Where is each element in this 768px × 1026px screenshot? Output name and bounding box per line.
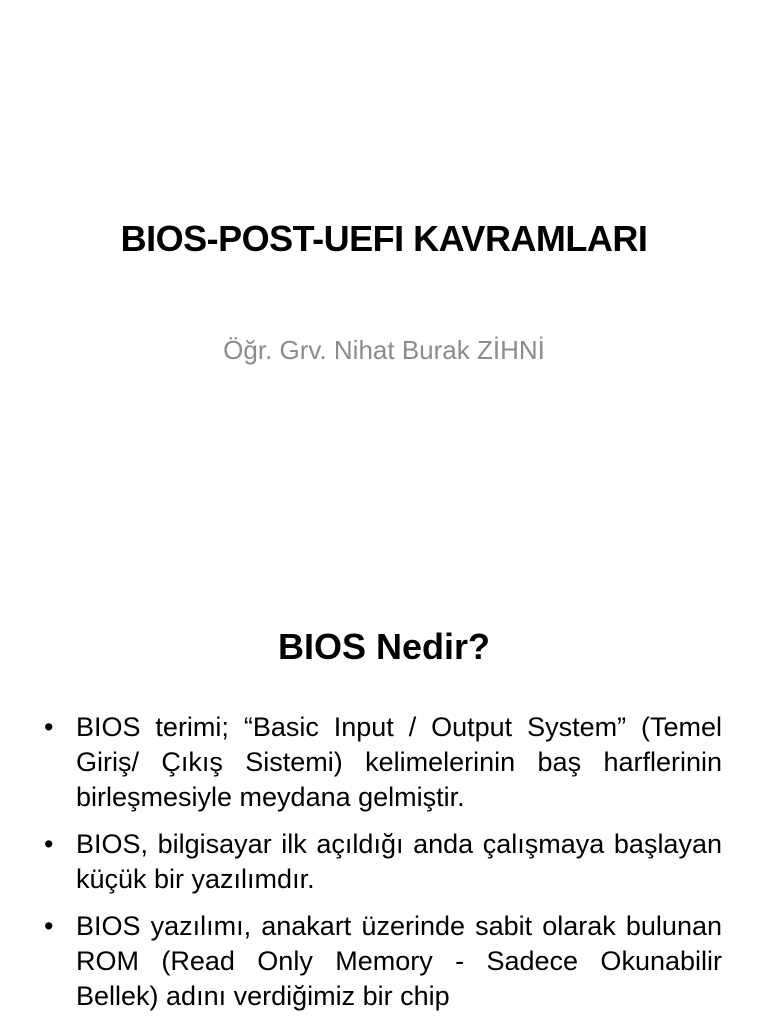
bullet-text: BIOS terimi; “Basic Input / Output System” (Temel Giriş/ Çıkış Sistemi) kelimelerinin baş harflerinin birleşmesiyle meydana gelmiştir.: [76, 712, 722, 812]
bullet-icon: •: [44, 712, 54, 742]
bullet-item: [40, 710, 722, 815]
bullet-text: BIOS yazılımı, anakart üzerinde sabit olarak bulunan ROM (Read Only Memory - Sadece Okunabilir Bellek) adını verdiğimiz bir chip: [76, 911, 722, 1011]
bullet-icon: •: [44, 911, 54, 941]
slide-title: BIOS Nedir?: [277, 626, 491, 667]
bullet-text: BIOS, bilgisayar ilk açıldığı anda çalışmaya başlayan küçük bir yazılımdır.: [76, 829, 722, 894]
bullet-list: [40, 710, 722, 1026]
presenter-name: Öğr. Grv. Nihat Burak ZİHNİ: [223, 335, 545, 365]
bullet-icon: •: [44, 829, 54, 859]
bullet-item: [40, 827, 722, 897]
content-slide: [0, 576, 768, 1024]
presentation-title: BIOS-POST-UEFI KAVRAMLARI: [120, 218, 648, 259]
bullet-item: [40, 909, 722, 1014]
